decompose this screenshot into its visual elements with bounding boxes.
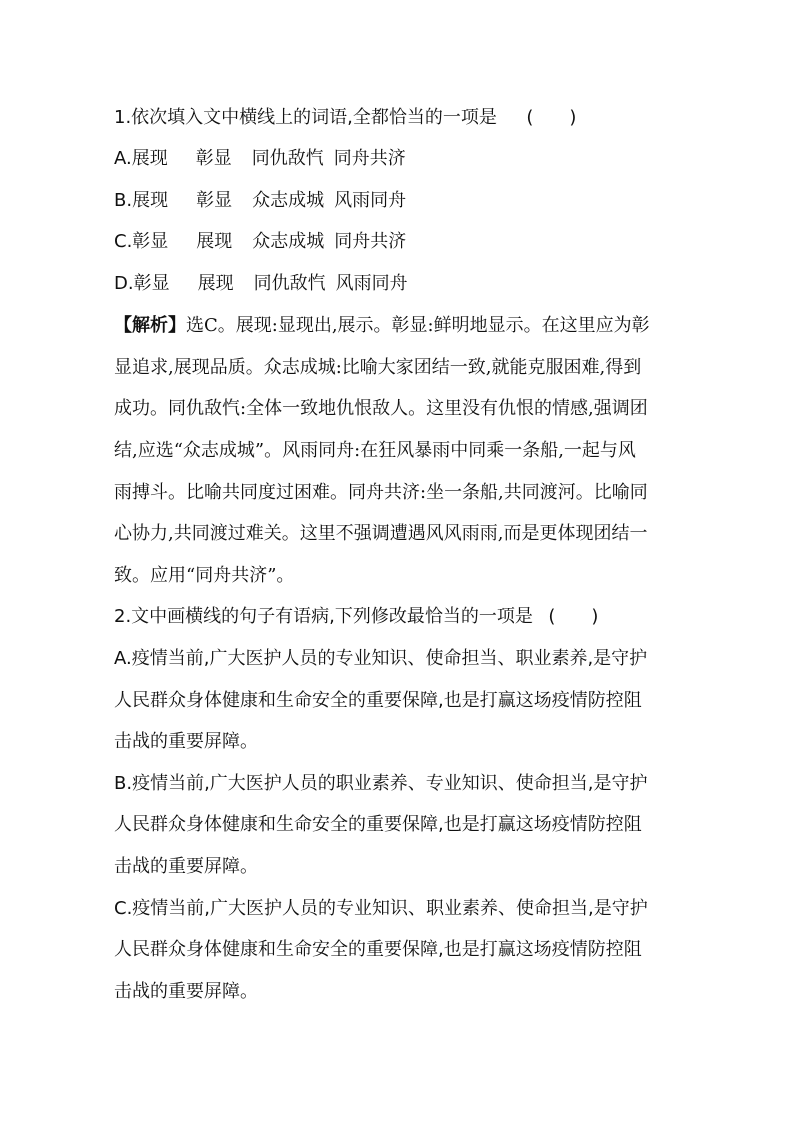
analysis-line-3: 成功。同仇敌忾:全体一致地仇恨敌人。这里没有仇恨的情感,强调团 <box>114 398 648 419</box>
answer-paren: ( ) <box>526 107 577 128</box>
option-word: 同舟共济 <box>333 148 406 169</box>
analysis-text: 选C。展现:显现出,展示。彰显:鲜明地显示。在这里应为彰 <box>186 315 650 336</box>
q2-option-c-line-2: 人民群众身体健康和生命安全的重要保障,也是打赢这场疫情防控阻 <box>114 939 642 960</box>
q2-option-a-line-2: 人民群众身体健康和生命安全的重要保障,也是打赢这场疫情防控阻 <box>114 690 642 711</box>
option-word: 同仇敌忾 <box>251 148 324 169</box>
option-d <box>114 272 408 296</box>
q2-option-c-line-1: C.疫情当前,广大医护人员的专业知识、职业素养、使命担当,是守护 <box>114 898 648 919</box>
option-word: 同舟共济 <box>334 231 407 252</box>
question-2-text: 2.文中画横线的句子有语病,下列修改最恰当的一项是 <box>114 606 533 627</box>
analysis-line-6: 心协力,共同渡过难关。这里不强调遭遇风风雨雨,而是更体现团结一 <box>114 523 648 544</box>
option-word: 彰显 <box>195 148 232 169</box>
option-c <box>114 230 406 254</box>
q2-option-a-line-3: 击战的重要屏障。 <box>114 731 258 752</box>
option-word: 众志成城 <box>252 231 325 252</box>
option-word: 风雨同舟 <box>335 273 408 294</box>
option-word: 展现 <box>132 190 169 211</box>
analysis-line-1 <box>114 314 650 338</box>
q2-option-b-line-2: 人民群众身体健康和生命安全的重要保障,也是打赢这场疫情防控阻 <box>114 814 642 835</box>
question-1-text: 1.依次填入文中横线上的词语,全都恰当的一项是 <box>114 107 497 128</box>
option-word: 风雨同舟 <box>334 190 407 211</box>
option-word: 展现 <box>131 148 168 169</box>
option-word: 展现 <box>197 273 234 294</box>
analysis-line-7: 致。应用“同舟共济”。 <box>114 565 295 586</box>
option-word: 众志成城 <box>252 190 325 211</box>
q2-option-b-line-3: 击战的重要屏障。 <box>114 856 258 877</box>
analysis-line-2: 显追求,展现品质。众志成城:比喻大家团结一致,就能克服困难,得到 <box>114 357 642 378</box>
option-word: 彰显 <box>196 190 233 211</box>
analysis-line-4: 结,应选“众志成城”。风雨同舟:在狂风暴雨中同乘一条船,一起与风 <box>114 440 636 461</box>
question-1-stem <box>114 106 576 130</box>
option-word: 同仇敌忾 <box>253 273 326 294</box>
q2-option-a-line-1: A.疫情当前,广大医护人员的专业知识、使命担当、职业素养,是守护 <box>114 648 648 669</box>
answer-paren: ( ) <box>548 606 599 627</box>
option-a <box>114 147 406 171</box>
q2-option-b-line-1: B.疫情当前,广大医护人员的职业素养、专业知识、使命担当,是守护 <box>114 773 648 794</box>
analysis-tag: 【解析】 <box>114 315 186 336</box>
option-word: 彰显 <box>132 231 169 252</box>
q2-option-c-line-3: 击战的重要屏障。 <box>114 981 258 1002</box>
option-b <box>114 189 406 213</box>
option-word: 展现 <box>196 231 233 252</box>
option-letter: C. <box>114 231 133 252</box>
option-letter: A. <box>114 148 132 169</box>
option-word: 彰显 <box>133 273 170 294</box>
question-2-stem <box>114 605 598 629</box>
analysis-line-5: 雨搏斗。比喻共同度过困难。同舟共济:坐一条船,共同渡河。比喻同 <box>114 482 648 503</box>
option-letter: D. <box>114 273 134 294</box>
option-letter: B. <box>114 190 133 211</box>
